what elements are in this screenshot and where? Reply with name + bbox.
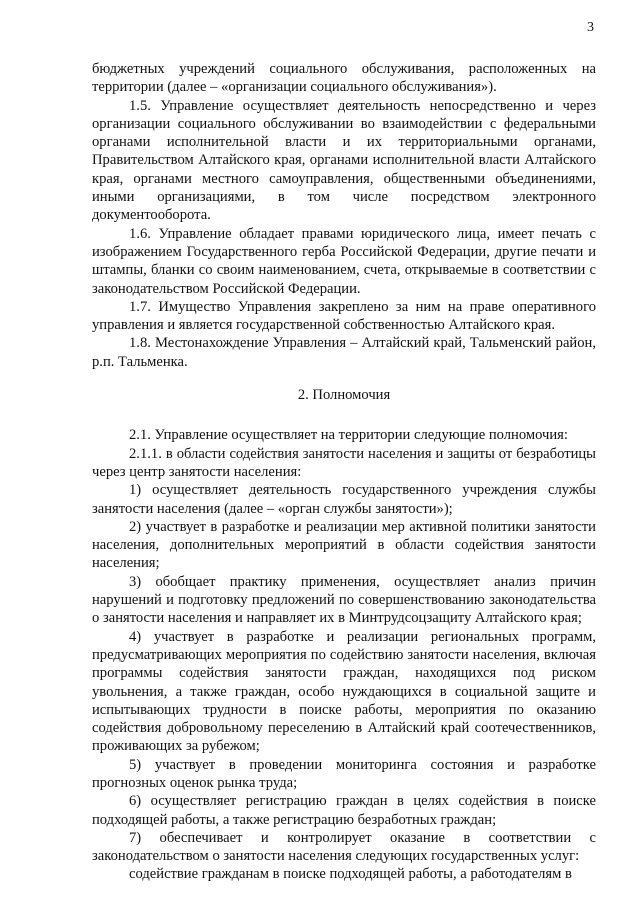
list-item-6: 6) осуществляет регистрацию граждан в целях содействия в поиске подходящей работы, а также регистрацию безработных граждан; (92, 793, 596, 828)
list-item-5: 5) участвует в проведении мониторинга состояния и разработке прогнозных оценок рынка труда; (92, 756, 596, 791)
paragraph-services: содействие гражданам в поиске подходящей работы, а работодателям в (129, 866, 572, 883)
paragraph-1-6: 1.6. Управление обладает правами юридического лица, имеет печать с изображением Государственного герба Российской Федерации, другие печати и штампы, бланки со своим наименованием, счета, открываемые в соответствии с законодательством Российской Федерации. (92, 225, 596, 297)
list-item-2: 2) участвует в разработке и реализации мер активной политики занятости населения, дополнительных мероприятий в области содействия занятости населения; (92, 518, 596, 572)
paragraph-1-7: 1.7. Имущество Управления закреплено за ним на праве оперативного управления и является государственной собственностью Алтайского края. (92, 298, 596, 334)
list-item-7: 7) обеспечивает и контролирует оказание в соответствии с законодательством о занятости населения следующих государственных услуг: (92, 829, 596, 865)
paragraph-1-5: 1.5. Управление осуществляет деятельность непосредственно и через организации социального обслуживании во взаимодействии с федеральными органами исполнительной власти и их территориальными органами, Правительством Алтайского края, органами исполнительной власти Алтайского края, органами местного самоуправления, общественными объединениями, иными организациями, в том числе посредством электронного документооборота. (92, 97, 596, 224)
list-item-1: 1) осуществляет деятельность государственного учреждения службы занятости населения (далее – «орган службы занятости»); (92, 482, 596, 517)
list-item-4: 4) участвует в разработке и реализации региональных программ, предусматривающих мероприятия по содействию занятости населения, включая программы содействия занятости граждан, находящихся под риском увольнения, а также граждан, особо нуждающихся в социальной защите и испытывающих трудности в поиске работы, мероприятия по оказанию содействия добровольному переселению в Алтайский край соотечественников, проживающих за рубежом; (92, 628, 596, 755)
list-item-3: 3) обобщает практику применения, осуществляет анализ причин нарушений и подготовку предложений по совершенствованию законодательства о занятости населения и направляет их в Минтрудсоцзащиту Алтайского края; (92, 573, 596, 627)
page-number: 3 (587, 20, 594, 35)
paragraph-2-1: 2.1. Управление осуществляет на территории следующие полномочия: (129, 427, 568, 444)
paragraph-continuation: бюджетных учреждений социального обслуживания, расположенных на территории (далее – «организации социального обслуживания»). (92, 61, 596, 96)
paragraph-2-1-1: 2.1.1. в области содействия занятости населения и защиты от безработицы через центр занятости населения: (92, 445, 596, 480)
paragraph-1-8: 1.8. Местонахождение Управления – Алтайский край, Тальменский район, р.п. Тальменка. (92, 335, 596, 370)
document-body (92, 60, 596, 884)
section-heading: 2. Полномочия (297, 387, 391, 404)
